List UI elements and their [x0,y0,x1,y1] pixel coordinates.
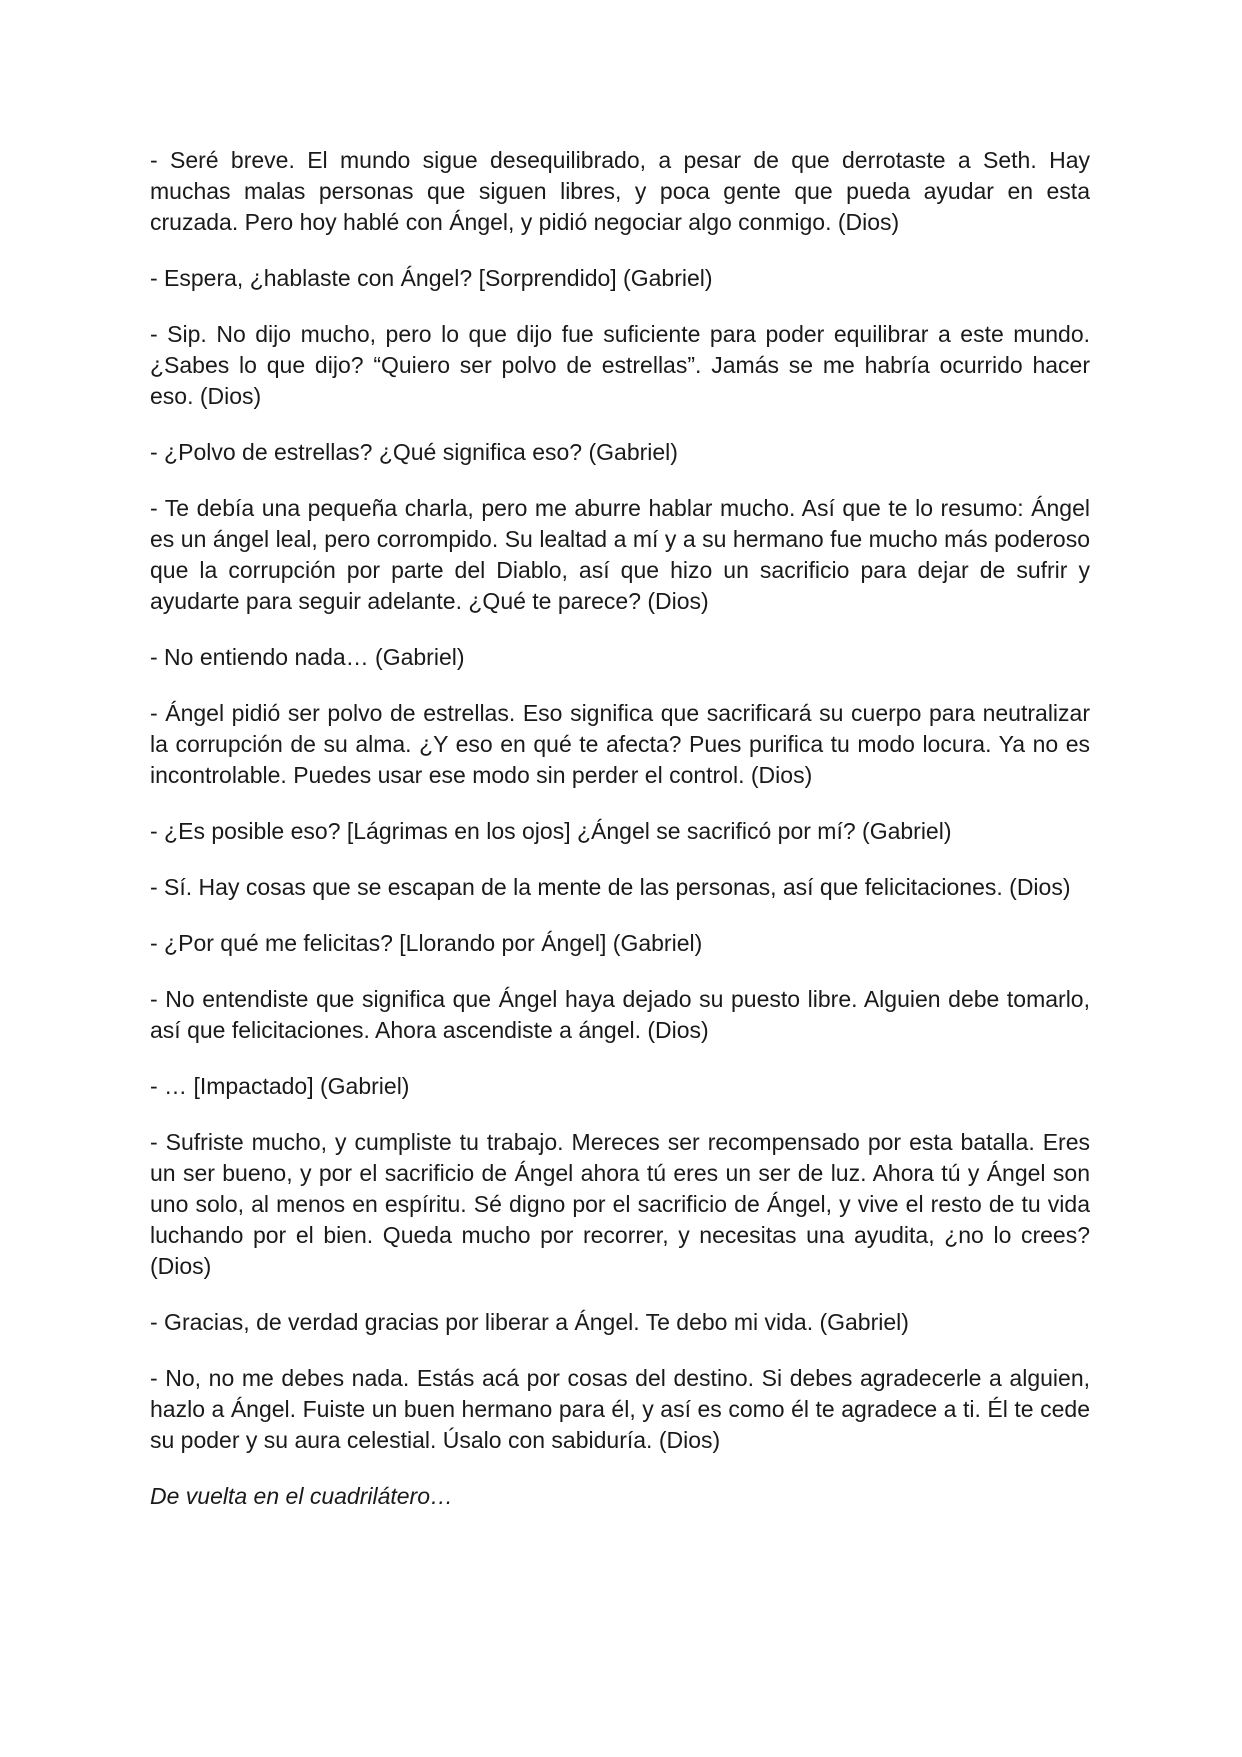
dialogue-paragraph: - ¿Es posible eso? [Lágrimas en los ojos] ¿Ángel se sacrificó por mí? (Gabriel) [150,818,952,844]
dialogue-paragraph: - No entendiste que significa que Ángel haya dejado su puesto libre. Alguien debe tomarlo, así que felicitaciones. Ahora ascendiste a ángel. (Dios) [150,986,1090,1043]
dialogue-paragraph: - Sufriste mucho, y cumpliste tu trabajo. Mereces ser recompensado por esta batalla. Eres un ser bueno, y por el sacrificio de Ángel ahora tú eres un ser de luz. Ahora tú y Ángel son uno solo, al menos en espíritu. Sé digno por el sacrificio de Ángel, y vive el resto de tu vida luchando por el bien. Queda mucho por recorrer, y necesitas una ayudita, ¿no lo crees? (Dios) [150,1129,1090,1279]
document-body [150,145,1090,1537]
dialogue-paragraph: - No, no me debes nada. Estás acá por cosas del destino. Si debes agradecerle a alguien, hazlo a Ángel. Fuiste un buen hermano para él, y así es como él te agradece a ti. Él te cede su poder y su aura celestial. Úsalo con sabiduría. (Dios) [150,1365,1090,1453]
dialogue-paragraph: - Sip. No dijo mucho, pero lo que dijo fue suficiente para poder equilibrar a este mundo. ¿Sabes lo que dijo? “Quiero ser polvo de estrellas”. Jamás se me habría ocurrido hacer eso. (Dios) [150,321,1090,409]
dialogue-paragraph: - Seré breve. El mundo sigue desequilibrado, a pesar de que derrotaste a Seth. Hay muchas malas personas que siguen libres, y poca gente que pueda ayudar en esta cruzada. Pero hoy hablé con Ángel, y pidió negociar algo conmigo. (Dios) [150,147,1090,235]
dialogue-paragraph: - Ángel pidió ser polvo de estrellas. Eso significa que sacrificará su cuerpo para neutralizar la corrupción de su alma. ¿Y eso en qué te afecta? Pues purifica tu modo locura. Ya no es incontrolable. Puedes usar ese modo sin perder el control. (Dios) [150,700,1090,788]
dialogue-paragraph: - … [Impactado] (Gabriel) [150,1073,410,1099]
dialogue-paragraph: - Gracias, de verdad gracias por liberar a Ángel. Te debo mi vida. (Gabriel) [150,1309,909,1335]
scene-transition: De vuelta en el cuadrilátero… [150,1483,453,1509]
dialogue-paragraph: - No entiendo nada… (Gabriel) [150,644,465,670]
dialogue-paragraph: - Te debía una pequeña charla, pero me aburre hablar mucho. Así que te lo resumo: Ángel es un ángel leal, pero corrompido. Su lealtad a mí y a su hermano fue mucho más poderoso que la corrupción por parte del Diablo, así que hizo un sacrificio para dejar de sufrir y ayudarte para seguir adelante. ¿Qué te parece? (Dios) [150,495,1090,614]
dialogue-paragraph: - Sí. Hay cosas que se escapan de la mente de las personas, así que felicitaciones. (Dios) [150,874,1071,900]
dialogue-paragraph: - Espera, ¿hablaste con Ángel? [Sorprendido] (Gabriel) [150,265,713,291]
dialogue-paragraph: - ¿Por qué me felicitas? [Llorando por Ángel] (Gabriel) [150,930,703,956]
dialogue-paragraph: - ¿Polvo de estrellas? ¿Qué significa eso? (Gabriel) [150,439,678,465]
